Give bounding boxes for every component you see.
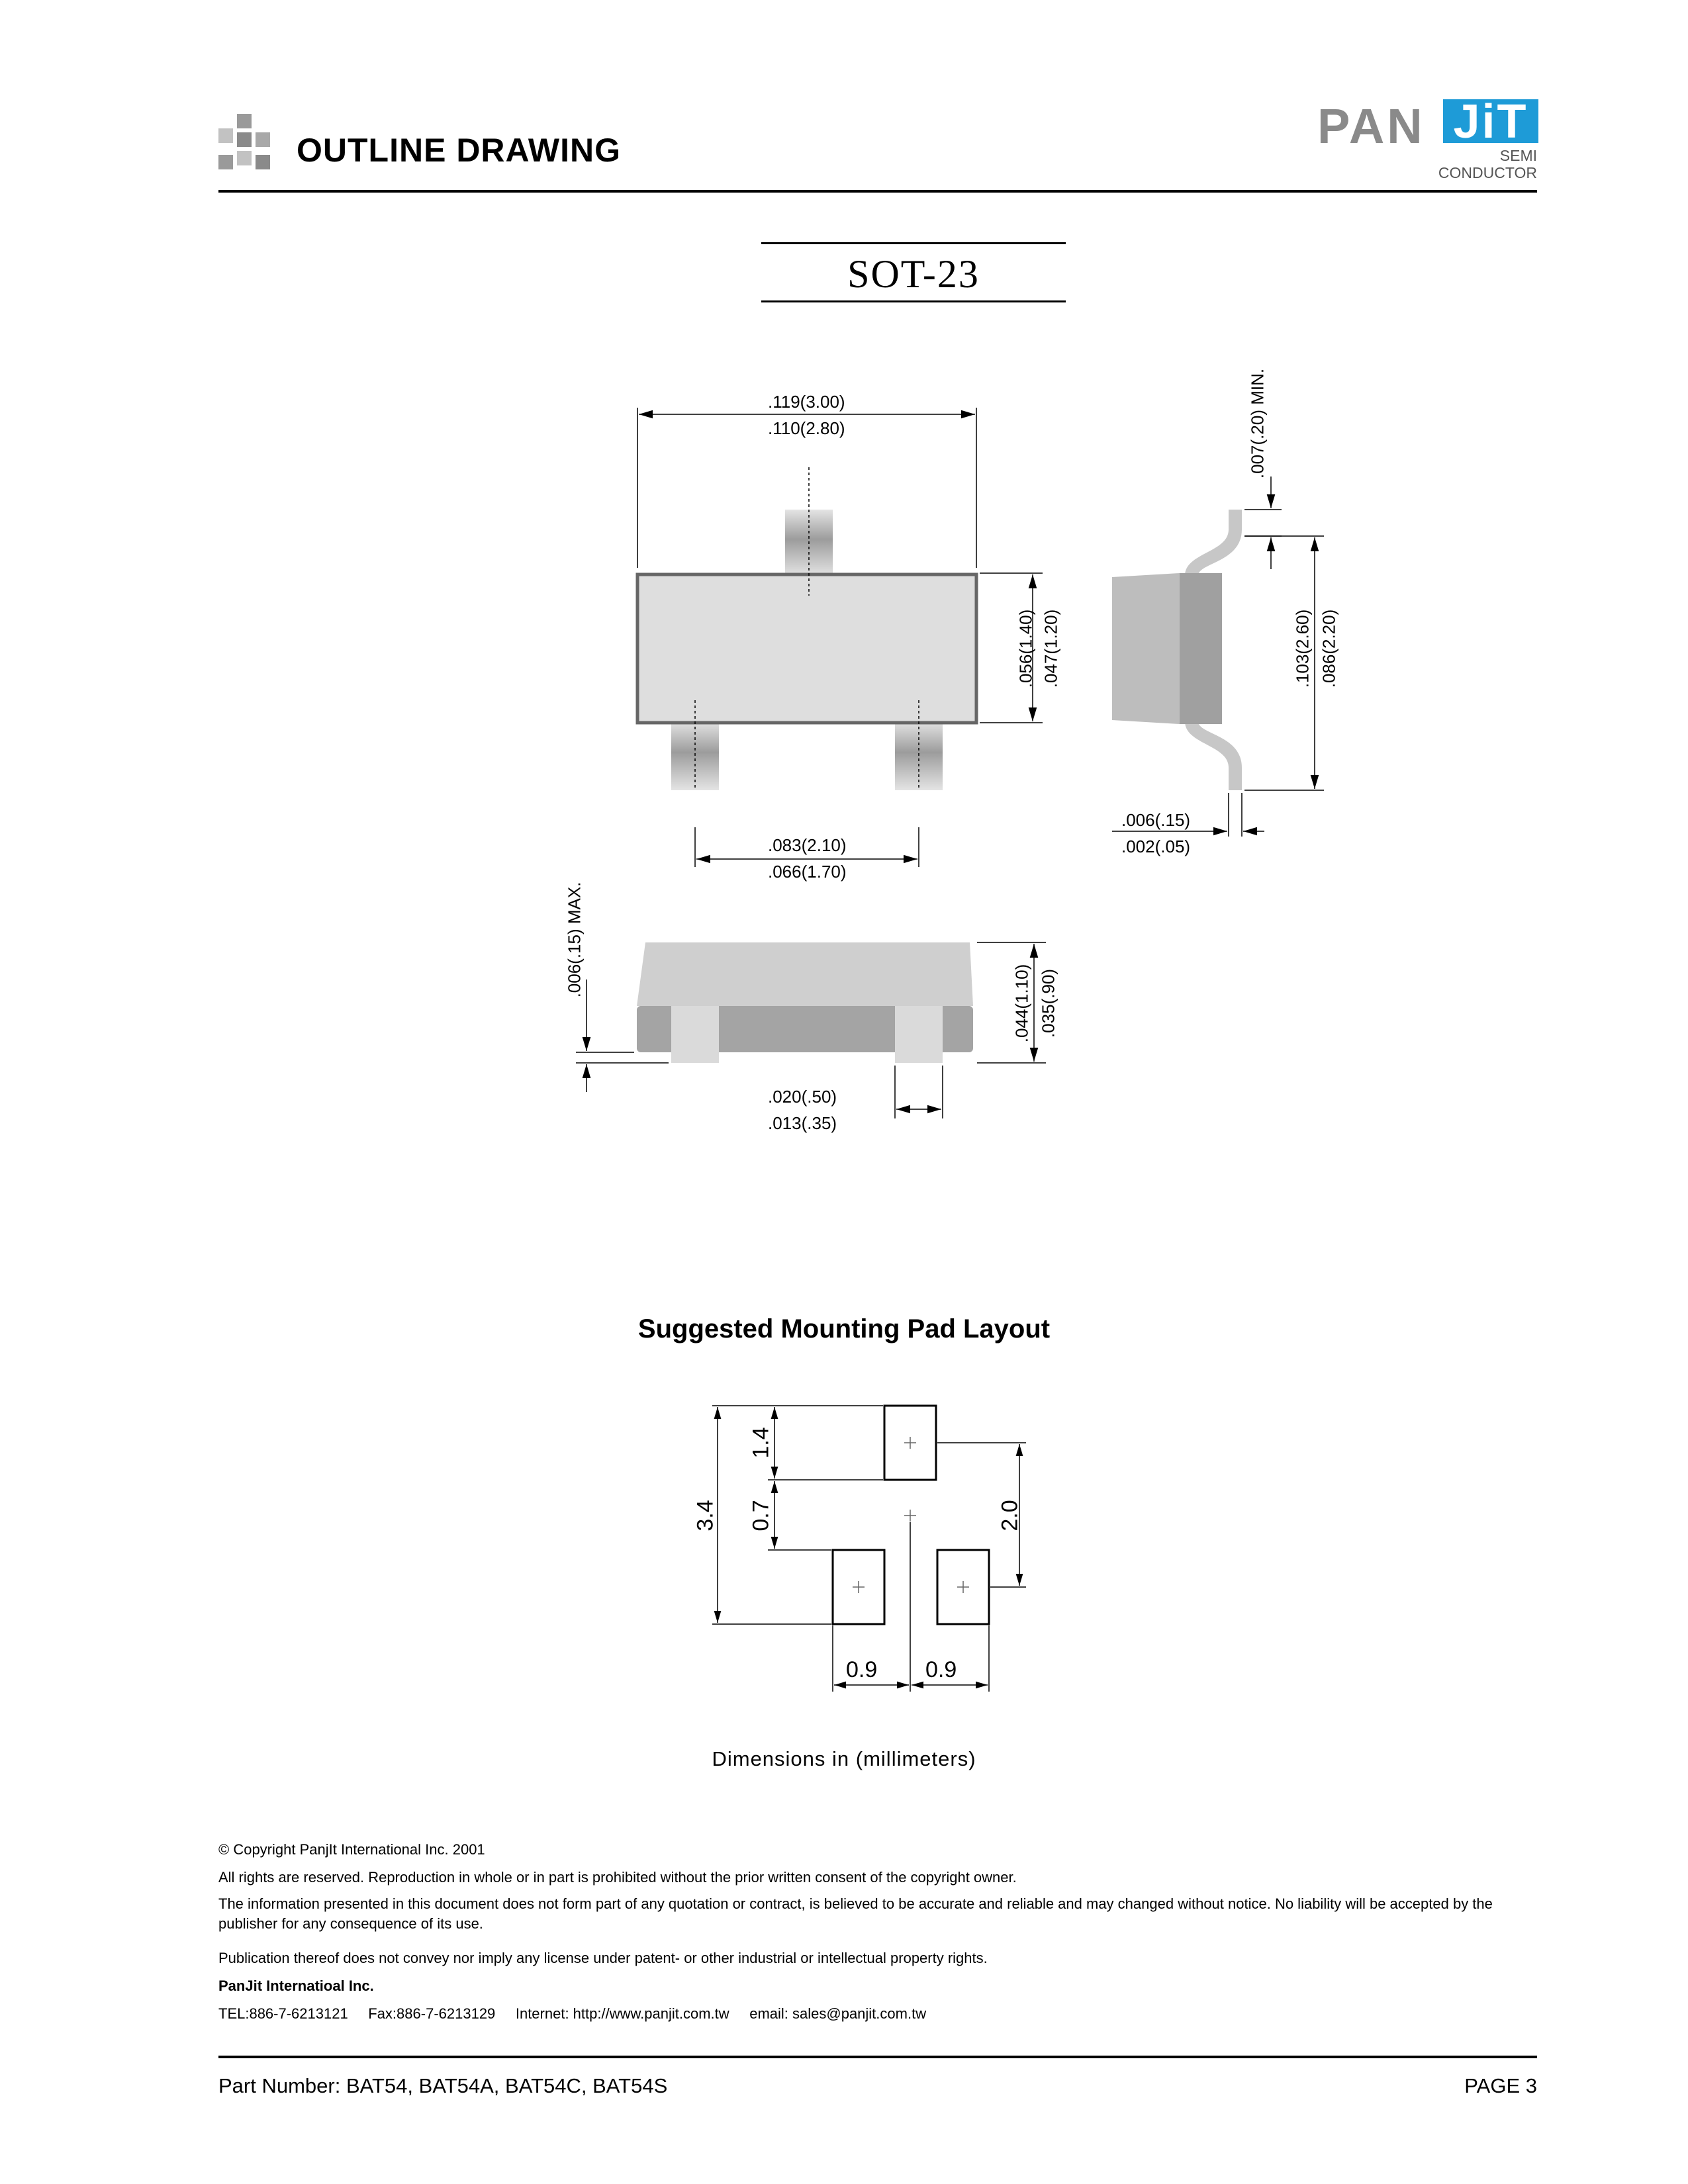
pad-dim-2-0: 2.0: [997, 1500, 1023, 1531]
dim-lead-thick-max: .006(.15): [1121, 810, 1191, 830]
footer-rule: [218, 2056, 1537, 2058]
dimensions-note: Dimensions in (millimeters): [712, 1747, 976, 1770]
dim-profile-height-max: .044(1.10): [1011, 964, 1032, 1043]
footer-rights: All rights are reserved. Reproduction in whole or in part is prohibited without the prior written consent of the copyright owner.: [218, 1869, 1017, 1886]
dim-lead-width-min: .013(.35): [768, 1113, 837, 1133]
dim-lead-pitch-max: .083(2.10): [768, 835, 847, 855]
dim-top-width-min: .110(2.80): [768, 418, 845, 438]
pad-dim-1-4: 1.4: [748, 1427, 774, 1459]
logo-sub-semi: SEMI: [1499, 147, 1537, 164]
front-lead-right: [895, 1006, 943, 1063]
pad-dim-0-9-left: 0.9: [846, 1657, 878, 1682]
page-title: OUTLINE DRAWING: [297, 132, 621, 169]
footer-company: PanJit Internatioal Inc.: [218, 1978, 374, 1994]
dim-total-height-max: .103(2.60): [1292, 609, 1313, 688]
pad-dim-0-7: 0.7: [748, 1500, 774, 1531]
part-number: Part Number: BAT54, BAT54A, BAT54C, BAT54S: [218, 2074, 668, 2097]
pad-layout-drawing: [0, 1377, 1688, 1721]
package-title: SOT-23: [847, 252, 980, 296]
pad-dim-0-9-right: 0.9: [925, 1657, 957, 1682]
footer-info: The information presented in this document does not form part of any quotation or contract, is believed to be accurate and reliable and may changed without notice. No liability will be accepted by the publisher for any consequence of its use.: [218, 1895, 1493, 1932]
front-lead-left: [671, 1006, 719, 1063]
dim-lead-width-max: .020(.50): [768, 1087, 837, 1107]
dim-lead-len-min: .007(.20) MIN.: [1247, 368, 1268, 479]
footer-publication: Publication thereof does not convey nor imply any license under patent- or other industrial or intellectual property rights.: [218, 1950, 988, 1966]
dim-total-height-min: .086(2.20): [1319, 609, 1339, 688]
page-number: PAGE 3: [1464, 2074, 1537, 2097]
logo-pan-text: PAN: [1317, 99, 1425, 154]
footer-contact: TEL:886-7-6213121 Fax:886-7-6213129 Internet: http://www.panjit.com.tw email: sales@panjit.com.tw: [218, 2005, 927, 2022]
logo-jit-text: JiT: [1453, 95, 1528, 148]
dim-top-width-max: .119(3.00): [768, 392, 845, 412]
dim-lead-pitch-min: .066(1.70): [768, 862, 847, 882]
pad-layout-heading: Suggested Mounting Pad Layout: [637, 1314, 1051, 1343]
side-view-body-front: [1112, 573, 1180, 724]
pad-dim-3-4: 3.4: [692, 1500, 718, 1531]
side-view-body-side: [1180, 573, 1222, 724]
dim-body-height-min: .047(1.20): [1041, 609, 1061, 688]
top-view-body: [637, 574, 976, 723]
logo-sub-conductor: CONDUCTOR: [1438, 164, 1537, 181]
footer-copyright: © Copyright PanjIt International Inc. 2001: [218, 1841, 485, 1858]
dim-profile-height-min: .035(.90): [1038, 968, 1058, 1038]
front-view-body-top: [637, 942, 973, 1006]
dim-lead-thick-min: .002(.05): [1121, 837, 1191, 856]
dim-body-height-max: .056(1.40): [1015, 609, 1036, 688]
dim-standoff-max: .006(.15) MAX.: [564, 882, 585, 998]
